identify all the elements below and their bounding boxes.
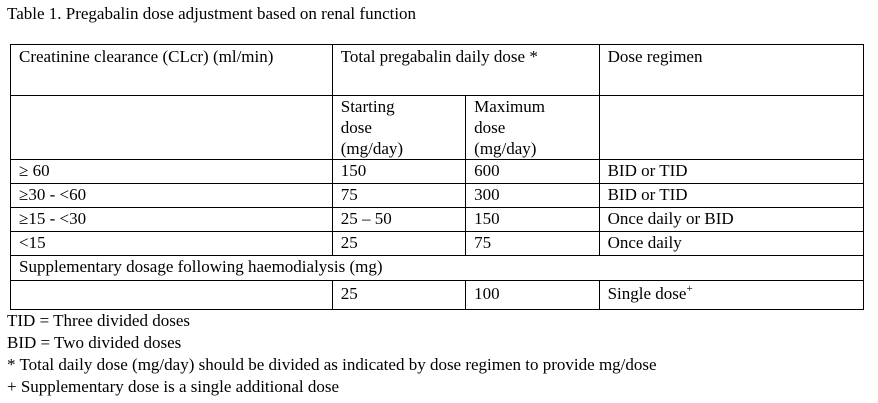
footnote-supplementary-dose: + Supplementary dose is a single additional dose: [7, 377, 340, 396]
footnote-bid: BID = Two divided doses: [7, 333, 182, 352]
subheader-empty-cell: [599, 96, 863, 160]
cell-maximum-dose: 75: [466, 232, 599, 256]
cell-maximum-dose: 300: [466, 184, 599, 208]
cell-clcr: <15: [11, 232, 333, 256]
header-total-daily-dose: Total pregabalin daily dose *: [332, 45, 599, 96]
cell-starting-dose: 150: [332, 160, 465, 184]
cell-dose-regimen: BID or TID: [599, 160, 863, 184]
subheader-empty-cell: [11, 96, 333, 160]
cell-starting-dose: 25: [332, 232, 465, 256]
table-header-row: [11, 45, 864, 96]
supplementary-regimen-text: Single dose: [607, 284, 687, 303]
cell-maximum-dose: 600: [466, 160, 599, 184]
supplementary-row: [11, 281, 864, 310]
table-row: [11, 208, 864, 232]
supplementary-maximum-dose: 100: [466, 281, 599, 310]
table-row: [11, 184, 864, 208]
table-caption: Table 1. Pregabalin dose adjustment based on renal function: [7, 4, 417, 23]
table-row: [11, 232, 864, 256]
supplementary-starting-dose: 25: [332, 281, 465, 310]
subheader-maximum-dose: Maximum dose (mg/day): [466, 96, 599, 160]
cell-maximum-dose: 150: [466, 208, 599, 232]
cell-dose-regimen: Once daily: [599, 232, 863, 256]
cell-clcr: ≥15 - <30: [11, 208, 333, 232]
cell-starting-dose: 25 – 50: [332, 208, 465, 232]
table-footnotes: [7, 310, 657, 398]
header-dose-regimen: Dose regimen: [599, 45, 863, 96]
supplementary-empty-cell: [11, 281, 333, 310]
table-row: [11, 160, 864, 184]
cell-dose-regimen: Once daily or BID: [599, 208, 863, 232]
supplementary-dosage-label: Supplementary dosage following haemodialysis (mg): [11, 256, 864, 281]
footnote-total-daily-dose: * Total daily dose (mg/day) should be divided as indicated by dose regimen to provide mg/dose: [7, 355, 657, 374]
header-creatinine-clearance: Creatinine clearance (CLcr) (ml/min): [11, 45, 333, 96]
table-subheader-row: [11, 96, 864, 160]
cell-clcr: ≥ 60: [11, 160, 333, 184]
supplementary-dose-regimen: [599, 281, 863, 310]
cell-clcr: ≥30 - <60: [11, 184, 333, 208]
subheader-starting-dose: Starting dose (mg/day): [332, 96, 465, 160]
footnote-tid: TID = Three divided doses: [7, 311, 191, 330]
supplementary-footnote-mark: +: [686, 283, 693, 295]
dose-adjustment-table: [10, 44, 864, 310]
cell-dose-regimen: BID or TID: [599, 184, 863, 208]
supplementary-label-row: [11, 256, 864, 281]
cell-starting-dose: 75: [332, 184, 465, 208]
